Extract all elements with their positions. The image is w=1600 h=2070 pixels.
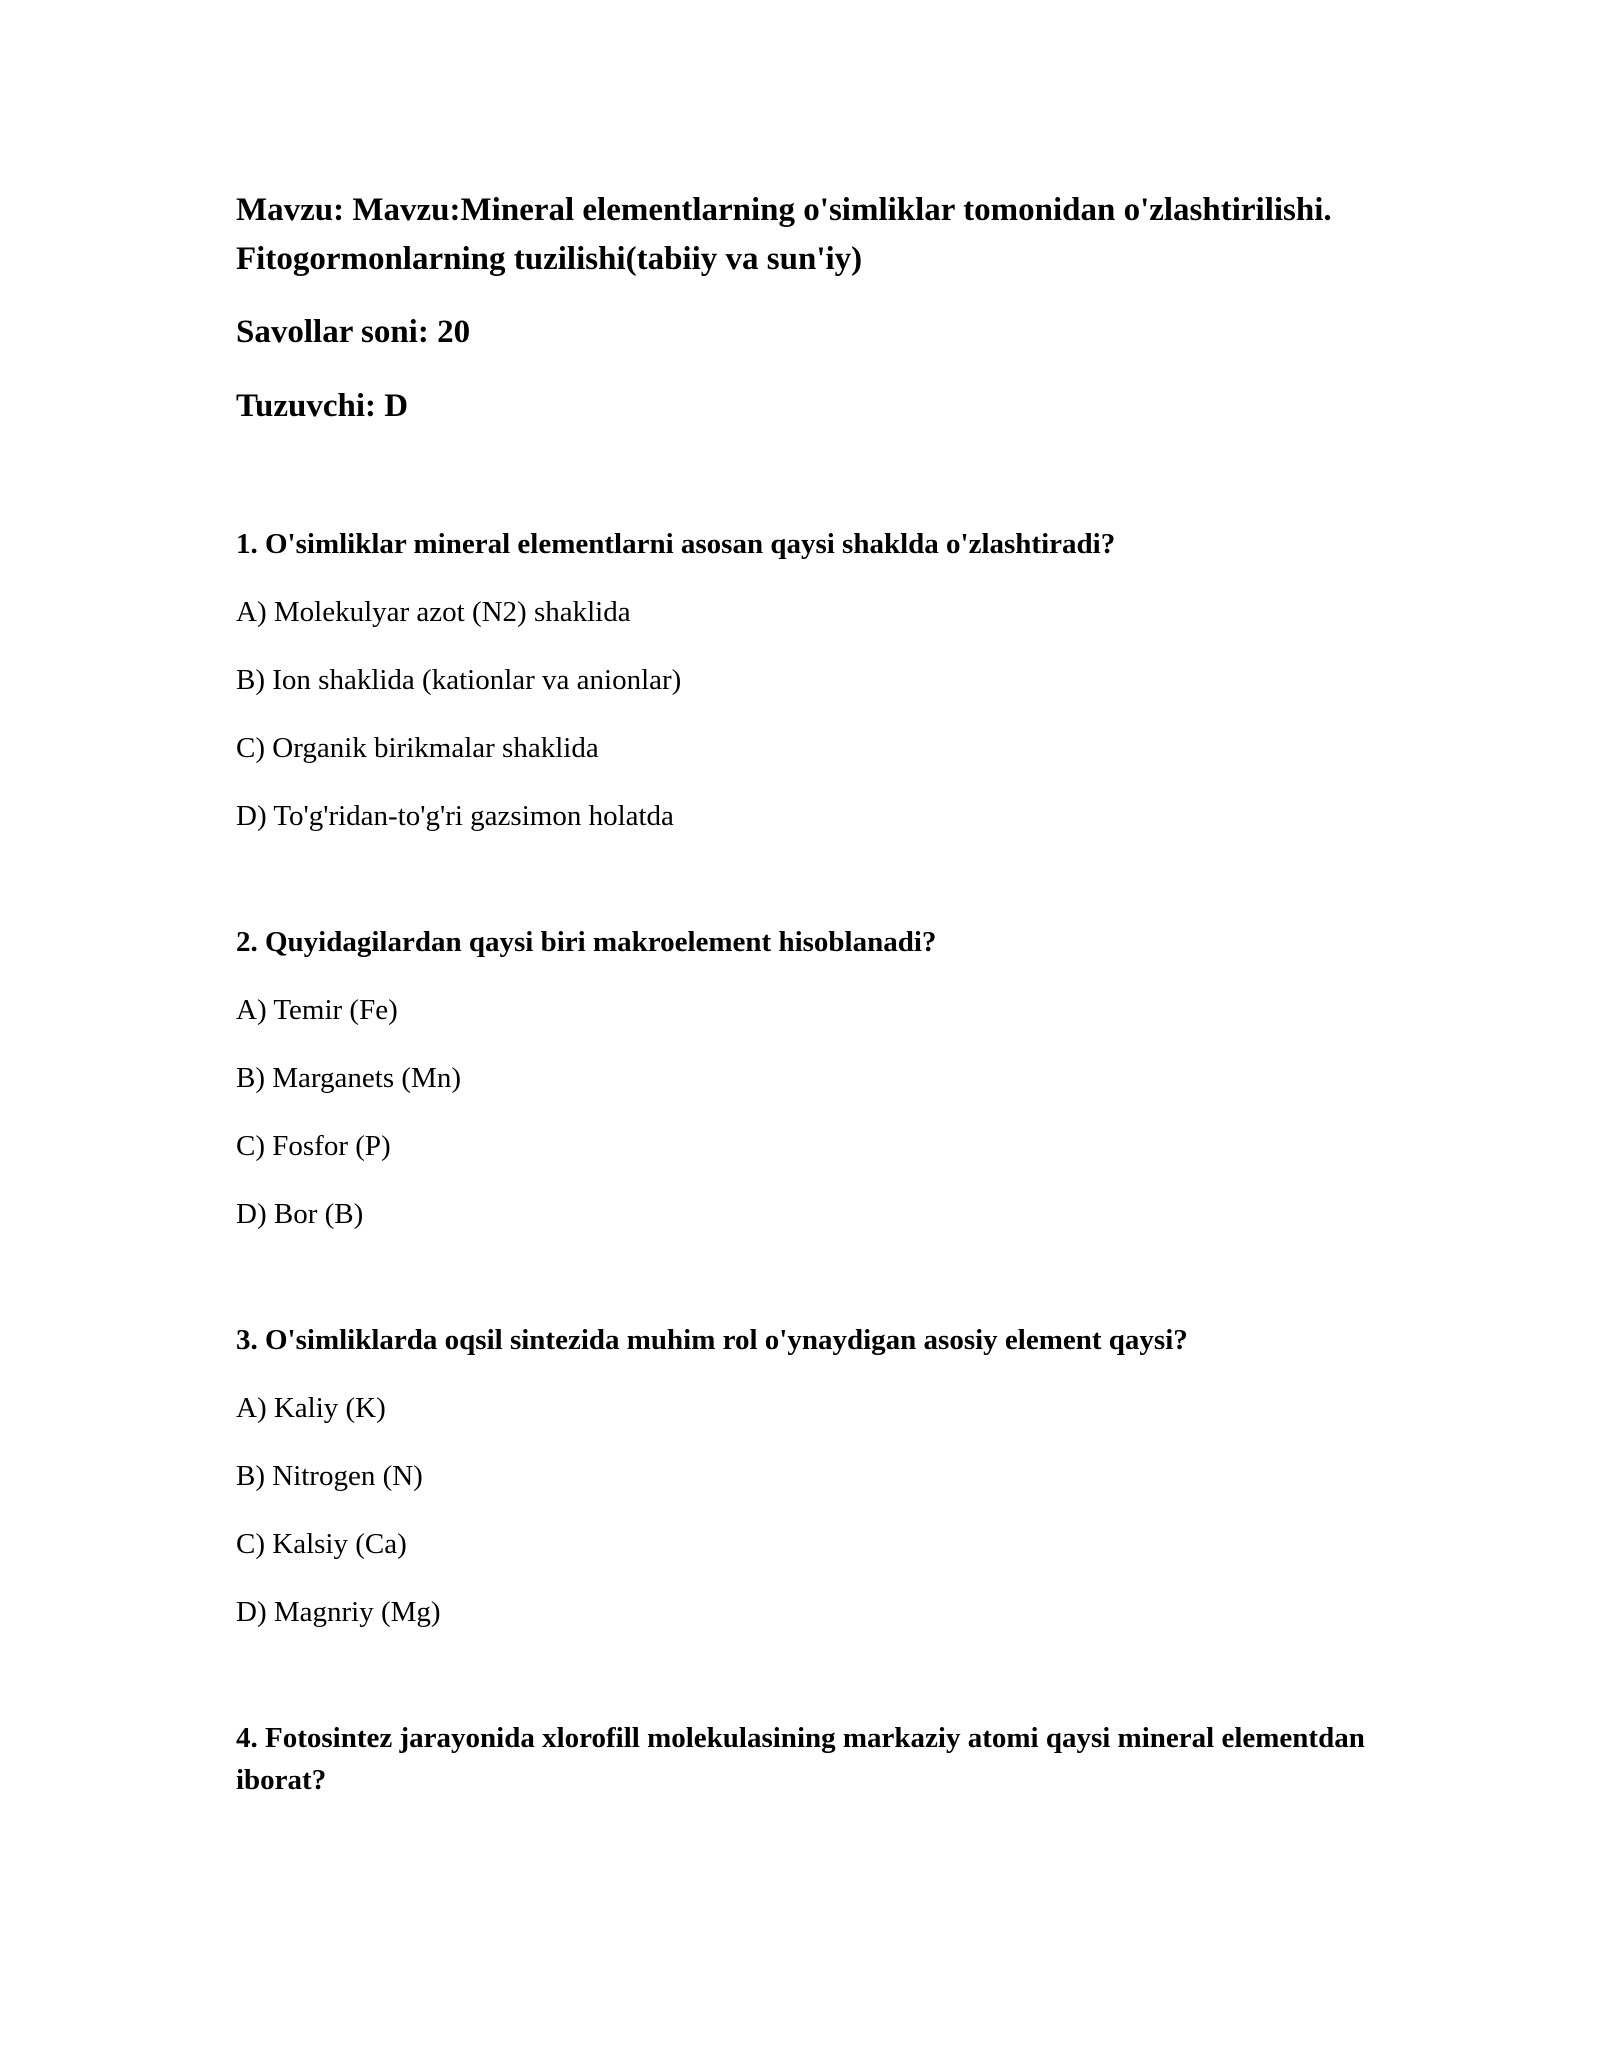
document-title: Mavzu: Mavzu:Mineral elementlarning o'simliklar tomonidan o'zlashtirilishi. Fitogormonlarning tuzilishi(tabiiy va sun'iy) [236, 192, 1332, 277]
question-text: 1. O'simliklar mineral elementlarni asosan qaysi shaklda o'zlashtiradi? [236, 528, 1116, 560]
answer-option-b: B) Marganets (Mn) [236, 1062, 461, 1094]
answer-option-a: A) Temir (Fe) [236, 994, 398, 1026]
answer-option-d: D) To'g'ridan-to'g'ri gazsimon holatda [236, 800, 674, 832]
question-4 [236, 1717, 1376, 1801]
document-content [236, 186, 1376, 1801]
question-text: 2. Quyidagilardan qaysi biri makroelement hisoblanadi? [236, 926, 937, 958]
question-2 [236, 921, 1376, 1235]
author-line: Tuzuvchi: D [236, 388, 409, 424]
answer-option-b: B) Ion shaklida (kationlar va anionlar) [236, 664, 682, 696]
answer-option-c: C) Fosfor (P) [236, 1130, 391, 1162]
answer-option-d: D) Bor (B) [236, 1198, 364, 1230]
answer-option-b: B) Nitrogen (N) [236, 1460, 423, 1492]
answer-option-a: A) Kaliy (K) [236, 1392, 386, 1424]
question-text: 4. Fotosintez jarayonida xlorofill molekulasining markaziy atomi qaysi mineral elementdan iborat? [236, 1722, 1365, 1796]
answer-option-a: A) Molekulyar azot (N2) shaklida [236, 596, 631, 628]
answer-option-c: C) Organik birikmalar shaklida [236, 732, 599, 764]
answer-option-d: D) Magnriy (Mg) [236, 1596, 441, 1628]
question-3 [236, 1319, 1376, 1633]
question-text: 3. O'simliklarda oqsil sintezida muhim rol o'ynaydigan asosiy element qaysi? [236, 1324, 1188, 1356]
question-1 [236, 523, 1376, 837]
answer-option-c: C) Kalsiy (Ca) [236, 1528, 407, 1560]
question-count: Savollar soni: 20 [236, 314, 471, 350]
